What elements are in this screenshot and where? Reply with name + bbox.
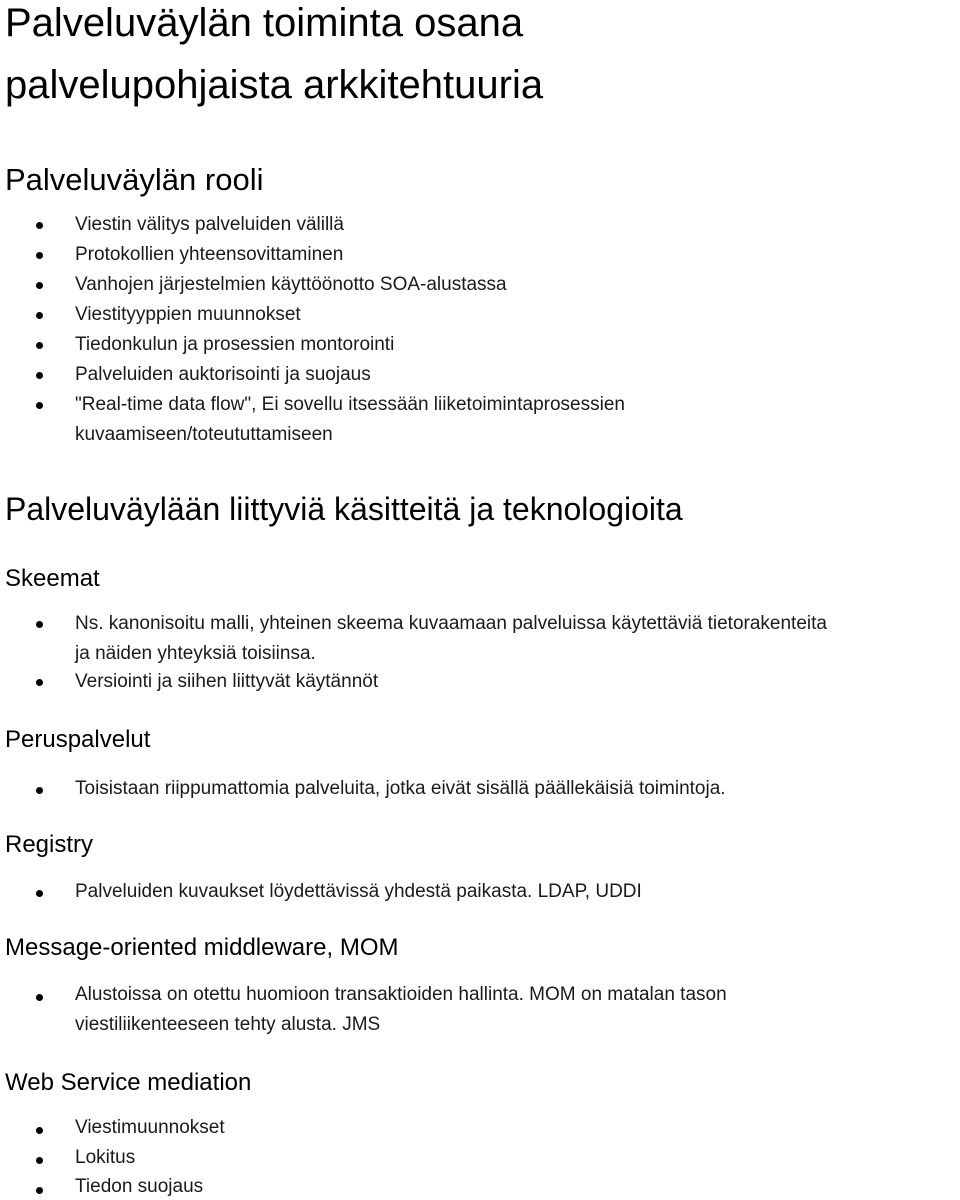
list-item-text: Tiedon suojaus xyxy=(75,1176,204,1197)
subheading-schemas: Skeemat xyxy=(5,565,100,592)
list-item-text: Viestityyppien muunnokset xyxy=(75,304,301,325)
bullet-icon xyxy=(36,994,43,1001)
list-item-text: Alustoissa on otettu huomioon transaktioiden hallinta. MOM on matalan tason xyxy=(75,984,727,1005)
list-item-text-continuation: kuvaamiseen/toteututtamiseen xyxy=(75,424,333,445)
list-item-text: Toisistaan riippumattomia palveluita, jotka eivät sisällä päällekäisiä toimintoja. xyxy=(75,778,726,799)
list-item-text: "Real-time data flow", Ei sovellu itsessään liiketoimintaprosessien xyxy=(75,394,625,415)
bullet-icon xyxy=(36,252,43,259)
list-item-text-continuation: ja näiden yhteyksiä toisiinsa. xyxy=(75,643,316,664)
list-item-text: Versiointi ja siihen liittyvät käytännöt xyxy=(75,671,379,692)
list-item-text: Viestin välitys palveluiden välillä xyxy=(75,214,344,235)
subheading-registry: Registry xyxy=(5,831,94,858)
bullet-icon xyxy=(36,1127,43,1134)
bullet-icon xyxy=(36,1157,43,1164)
list-item-text: Lokitus xyxy=(75,1147,136,1168)
bullet-icon xyxy=(36,312,43,319)
bullet-icon xyxy=(36,787,43,794)
bullet-icon xyxy=(36,679,43,686)
page-title-line-2: palvelupohjaista arkkitehtuuria xyxy=(5,63,544,107)
subheading-mom: Message-oriented middleware, MOM xyxy=(5,934,399,961)
section-heading-role: Palveluväylän rooli xyxy=(5,162,264,197)
page-title-line-1: Palveluväylän toiminta osana xyxy=(5,1,524,45)
subheading-basic-services: Peruspalvelut xyxy=(5,726,151,753)
section-heading-concepts: Palveluväylään liittyviä käsitteitä ja teknologioita xyxy=(5,491,683,527)
list-item-text: Ns. kanonisoitu malli, yhteinen skeema kuvaamaan palveluissa käytettäviä tietorakenteita xyxy=(75,613,827,634)
bullet-icon xyxy=(36,372,43,379)
list-item-text: Palveluiden kuvaukset löydettävissä yhdestä paikasta. LDAP, UDDI xyxy=(75,881,642,902)
bullet-icon xyxy=(36,402,43,409)
subheading-mediation: Web Service mediation xyxy=(5,1069,252,1096)
bullet-icon xyxy=(36,890,43,897)
bullet-icon xyxy=(36,1187,43,1194)
bullet-icon xyxy=(36,342,43,349)
bullet-icon xyxy=(36,621,43,628)
list-item-text: Tiedonkulun ja prosessien montorointi xyxy=(75,334,395,355)
list-item-text: Palveluiden auktorisointi ja suojaus xyxy=(75,364,371,385)
bullet-icon xyxy=(36,282,43,289)
list-item-text: Viestimuunnokset xyxy=(75,1117,225,1138)
list-item-text: Vanhojen järjestelmien käyttöönotto SOA-alustassa xyxy=(75,274,507,295)
list-item-text-continuation: viestiliikenteeseen tehty alusta. JMS xyxy=(75,1014,381,1035)
bullet-icon xyxy=(36,222,43,229)
list-item-text: Protokollien yhteensovittaminen xyxy=(75,244,344,265)
